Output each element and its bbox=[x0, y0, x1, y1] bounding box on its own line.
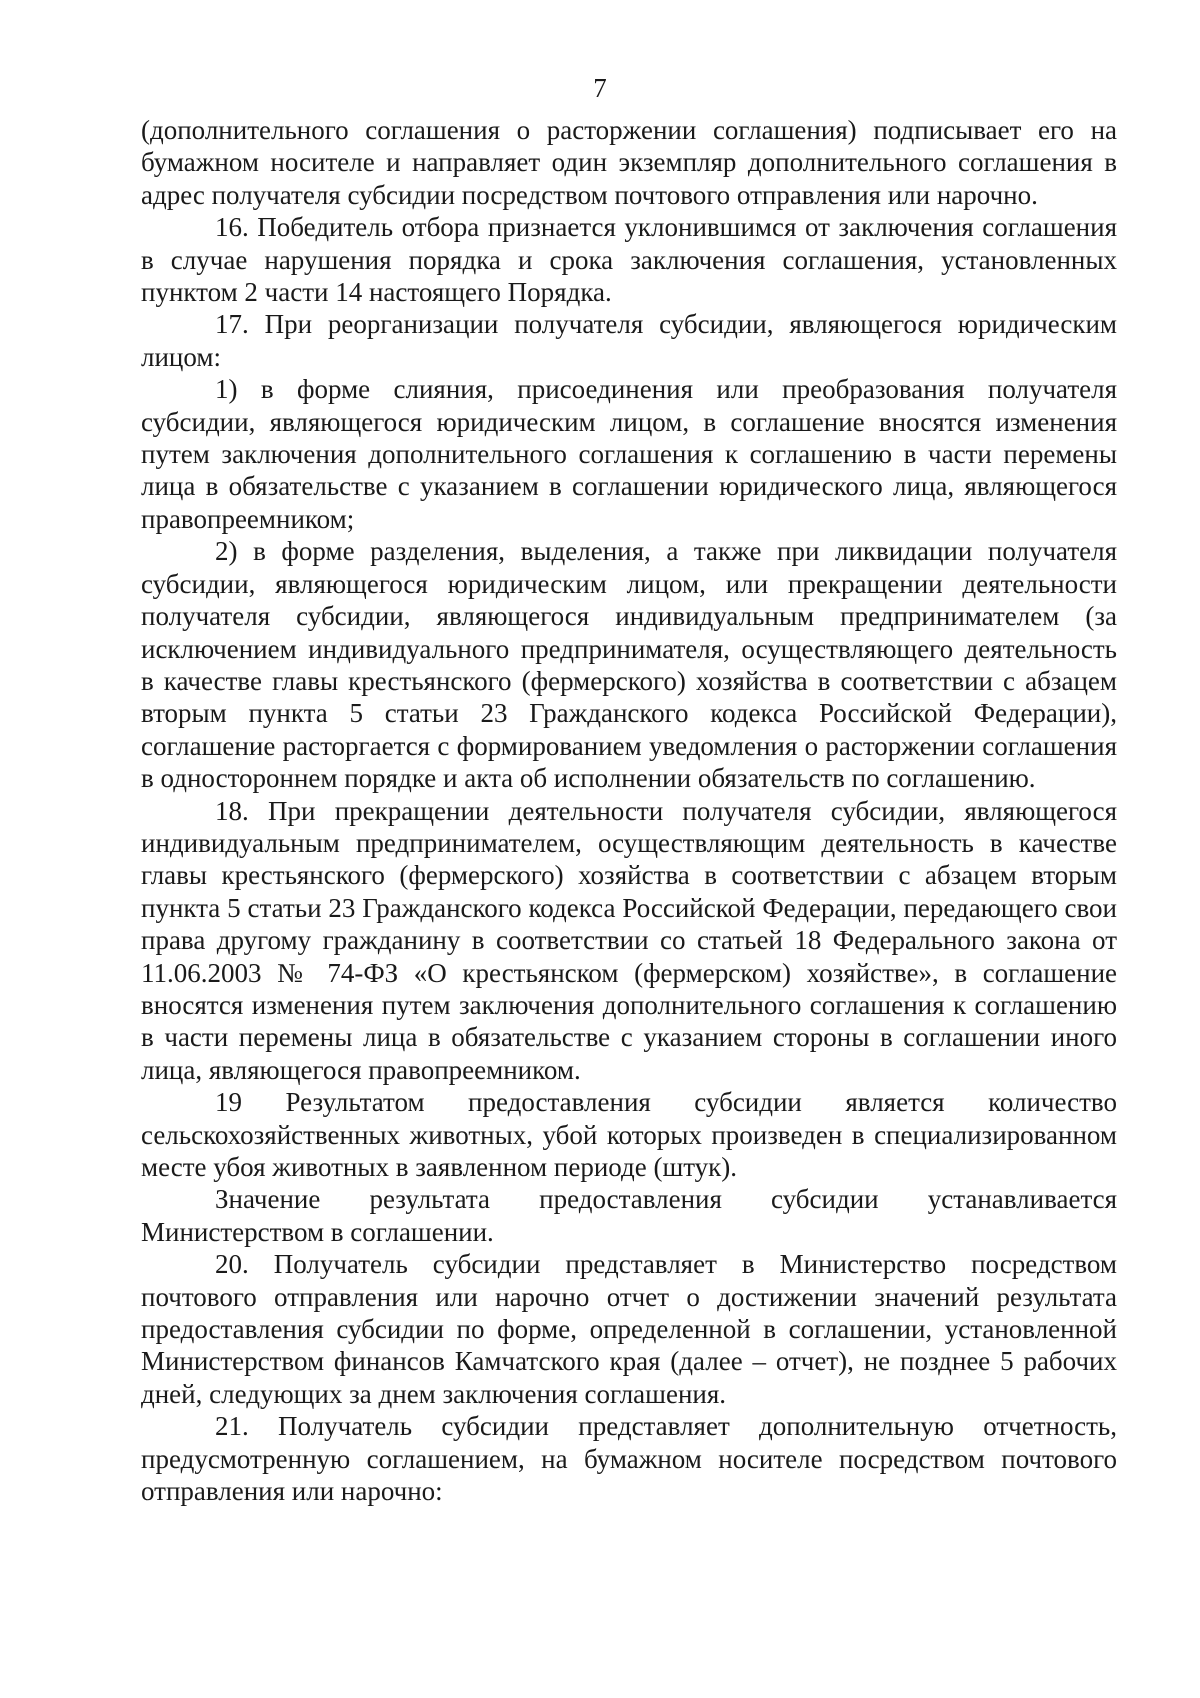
paragraph-continuation: (дополнительного соглашения о расторжении соглашения) подписывает его на бумажном носителе и направляет один экземпляр дополнительного соглашения в адрес получателя субсидии посредством почтового отправления или нарочно. bbox=[141, 115, 1117, 210]
page-number: 7 bbox=[593, 73, 607, 103]
paragraph-19: 19 Результатом предоставления субсидии является количество сельскохозяйственных животных, убой которых произведен в специализированном месте убоя животных в заявленном периоде (штук). bbox=[141, 1087, 1117, 1182]
paragraph-17: 17. При реорганизации получателя субсидии, являющегося юридическим лицом: bbox=[141, 309, 1117, 372]
paragraph-16: 16. Победитель отбора признается уклонившимся от заключения соглашения в случае нарушения порядка и срока заключения соглашения, установленных пунктом 2 части 14 настоящего Порядка. bbox=[141, 212, 1117, 308]
paragraph-18: 18. При прекращении деятельности получателя субсидии, являющегося индивидуальным предпринимателем, осуществляющим деятельность в качестве главы крестьянского (фермерского) хозяйства в соответствии с абзацем вторым пункта 5 статьи 23 Гражданского кодекса Российской Федерации, передающего свои права другому гражданину в соответствии со статьей 18 Федерального закона от 11.06.2003 № 74-ФЗ «О крестьянском (фермерском) хозяйстве», в соглашение вносятся изменения путем заключения дополнительного соглашения к соглашению в части перемены лица в обязательстве с указанием стороны в соглашении иного лица, являющегося правопреемником. bbox=[141, 795, 1117, 1085]
paragraph-19-value: Значение результата предоставления субсидии устанавливается Министерством в соглашении. bbox=[141, 1184, 1117, 1247]
paragraph-21: 21. Получатель субсидии представляет дополнительную отчетность, предусмотренную соглашением, на бумажном носителе посредством почтового отправления или нарочно: bbox=[141, 1411, 1117, 1507]
document-body bbox=[141, 114, 1117, 1507]
paragraph-17-item-2: 2) в форме разделения, выделения, а также при ликвидации получателя субсидии, являющегося юридическим лицом, или прекращении деятельности получателя субсидии, являющегося индивидуальным предпринимателем (за исключением индивидуального предпринимателя, осуществляющего деятельность в качестве главы крестьянского (фермерского) хозяйства в соответствии с абзацем вторым пункта 5 статьи 23 Гражданского кодекса Российской Федерации), соглашение расторгается с формированием уведомления о расторжении соглашения в одностороннем порядке и акта об исполнении обязательств по соглашению. bbox=[141, 536, 1117, 794]
paragraph-20: 20. Получатель субсидии представляет в Министерство посредством почтового отправления или нарочно отчет о достижении значений результата предоставления субсидии по форме, определенной в соглашении, установленной Министерством финансов Камчатского края (далее – отчет), не позднее 5 рабочих дней, следующих за днем заключения соглашения. bbox=[141, 1249, 1117, 1409]
paragraph-17-item-1: 1) в форме слияния, присоединения или преобразования получателя субсидии, являющегося юридическим лицом, в соглашение вносятся изменения путем заключения дополнительного соглашения к соглашению в части перемены лица в обязательстве с указанием в соглашении юридического лица, являющегося правопреемником; bbox=[141, 374, 1117, 534]
